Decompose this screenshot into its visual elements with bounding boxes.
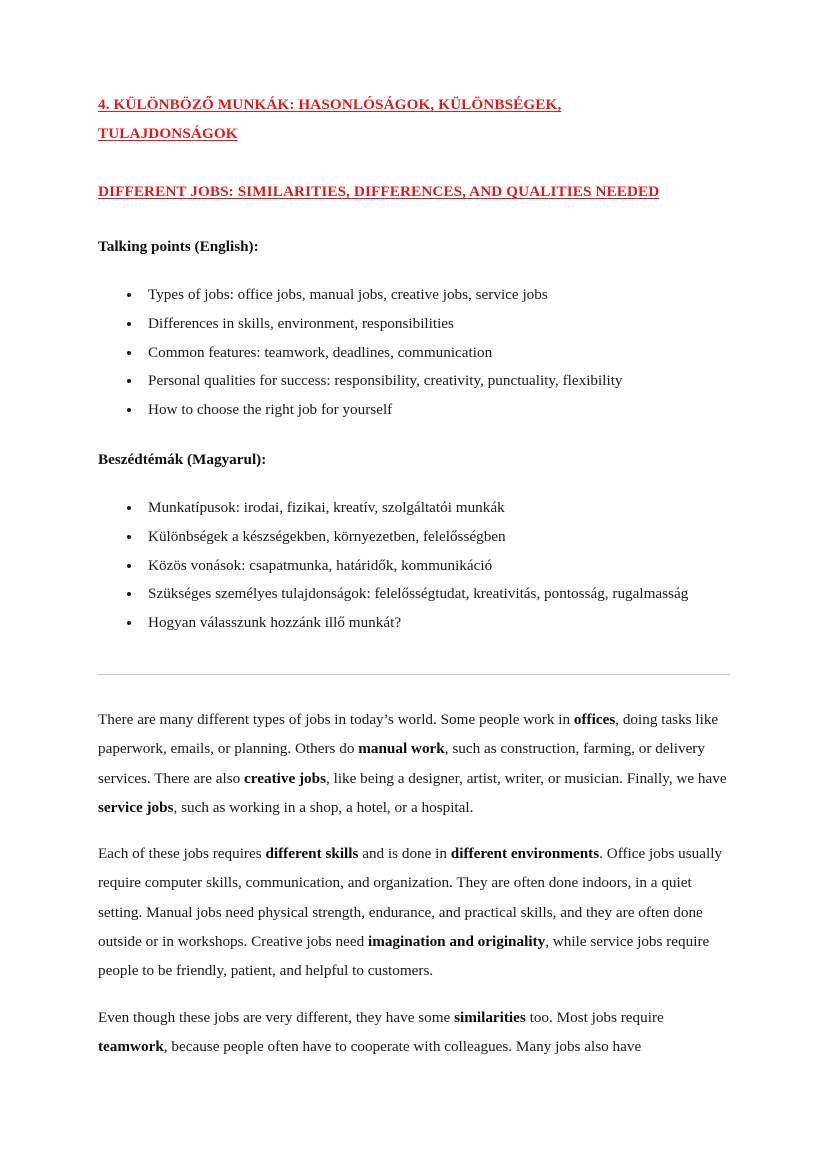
body-text: . Office jobs usually require computer skills, communication, and organization. They are often done indoors, in a quiet setting. Manual jobs need physical strength, endurance, and practical skills, and they are often done outside or in workshops. Creative jobs need	[98, 845, 723, 951]
body-text: Each of these jobs requires	[98, 845, 266, 863]
list-item: Hogyan válasszunk hozzánk illő munkát?	[98, 609, 730, 638]
body-paragraph	[98, 1003, 730, 1062]
section-spacer-2	[98, 425, 730, 445]
body-text: , like being a designer, artist, writer, or musician. Finally, we have	[326, 769, 727, 787]
body-text: , doing tasks like paperwork, emails, or planning. Others do	[98, 710, 719, 758]
emphasis-text: service jobs	[98, 798, 174, 816]
document-title-hungarian	[98, 90, 730, 148]
document-title-hungarian-line-2: TULAJDONSÁGOK	[98, 125, 238, 142]
list-item: Közös vonások: csapatmunka, határidők, kommunikáció	[98, 552, 730, 581]
section-spacer-1	[98, 206, 730, 232]
body-text: and is done in	[358, 845, 451, 863]
divider-spacer-bottom	[98, 675, 730, 705]
body-text: Even though these jobs are very different, they have some	[98, 1008, 455, 1026]
body-text: , such as working in a shop, a hotel, or a hospital.	[173, 798, 474, 816]
document-title-english	[98, 177, 730, 206]
emphasis-text: similarities	[454, 1008, 526, 1026]
emphasis-text: imagination and originality	[367, 933, 546, 951]
emphasis-text: different environments	[450, 845, 600, 863]
body-text: There are many different types of jobs in today’s world. Some people work in	[98, 710, 574, 728]
section-label-talking-points: Talking points (English):	[98, 238, 259, 255]
list-item: Szükséges személyes tulajdonságok: felelősségtudat, kreativitás, pontosság, rugalmasság	[98, 580, 730, 609]
body-paragraph	[98, 705, 730, 822]
body-text: , such as construction, farming, or delivery services. There are also	[98, 740, 705, 787]
body-text: , while service jobs require people to be friendly, patient, and helpful to customers.	[98, 933, 710, 980]
emphasis-text: offices	[573, 710, 616, 728]
document-title-english-text: DIFFERENT JOBS: SIMILARITIES, DIFFERENCES, AND QUALITIES NEEDED	[98, 183, 660, 200]
list-spacer-2	[98, 474, 730, 494]
list-item: Personal qualities for success: responsibility, creativity, punctuality, flexibility	[98, 367, 730, 396]
body-paragraph	[98, 839, 730, 985]
list-spacer-1	[98, 261, 730, 281]
divider-spacer-top	[98, 638, 730, 674]
emphasis-text: different skills	[265, 845, 359, 863]
document-title-hungarian-line-1: 4. KÜLÖNBÖZŐ MUNKÁK: HASONLÓSÁGOK, KÜLÖNBSÉGEK,	[98, 96, 562, 113]
list-item: Types of jobs: office jobs, manual jobs, creative jobs, service jobs	[98, 281, 730, 310]
body-text: , because people often have to cooperate with colleagues. Many jobs also have	[163, 1037, 642, 1055]
emphasis-text: teamwork	[98, 1037, 164, 1055]
list-item: How to choose the right job for yourself	[98, 396, 730, 425]
section-label-beszedtemak: Beszédtémák (Magyarul):	[98, 450, 267, 468]
heading-spacer	[98, 148, 730, 177]
list-item: Különbségek a készségekben, környezetben, felelősségben	[98, 523, 730, 552]
list-item: Common features: teamwork, deadlines, communication	[98, 339, 730, 368]
emphasis-text: creative jobs	[244, 769, 327, 787]
list-item: Differences in skills, environment, responsibilities	[98, 310, 730, 339]
list-item: Munkatípusok: irodai, fizikai, kreatív, szolgáltatói munkák	[98, 494, 730, 523]
talking-points-list	[98, 281, 730, 425]
beszedtemak-list	[98, 494, 730, 638]
document-content	[98, 90, 730, 1061]
emphasis-text: manual work	[358, 740, 445, 758]
body-text: too. Most jobs require	[525, 1008, 664, 1026]
